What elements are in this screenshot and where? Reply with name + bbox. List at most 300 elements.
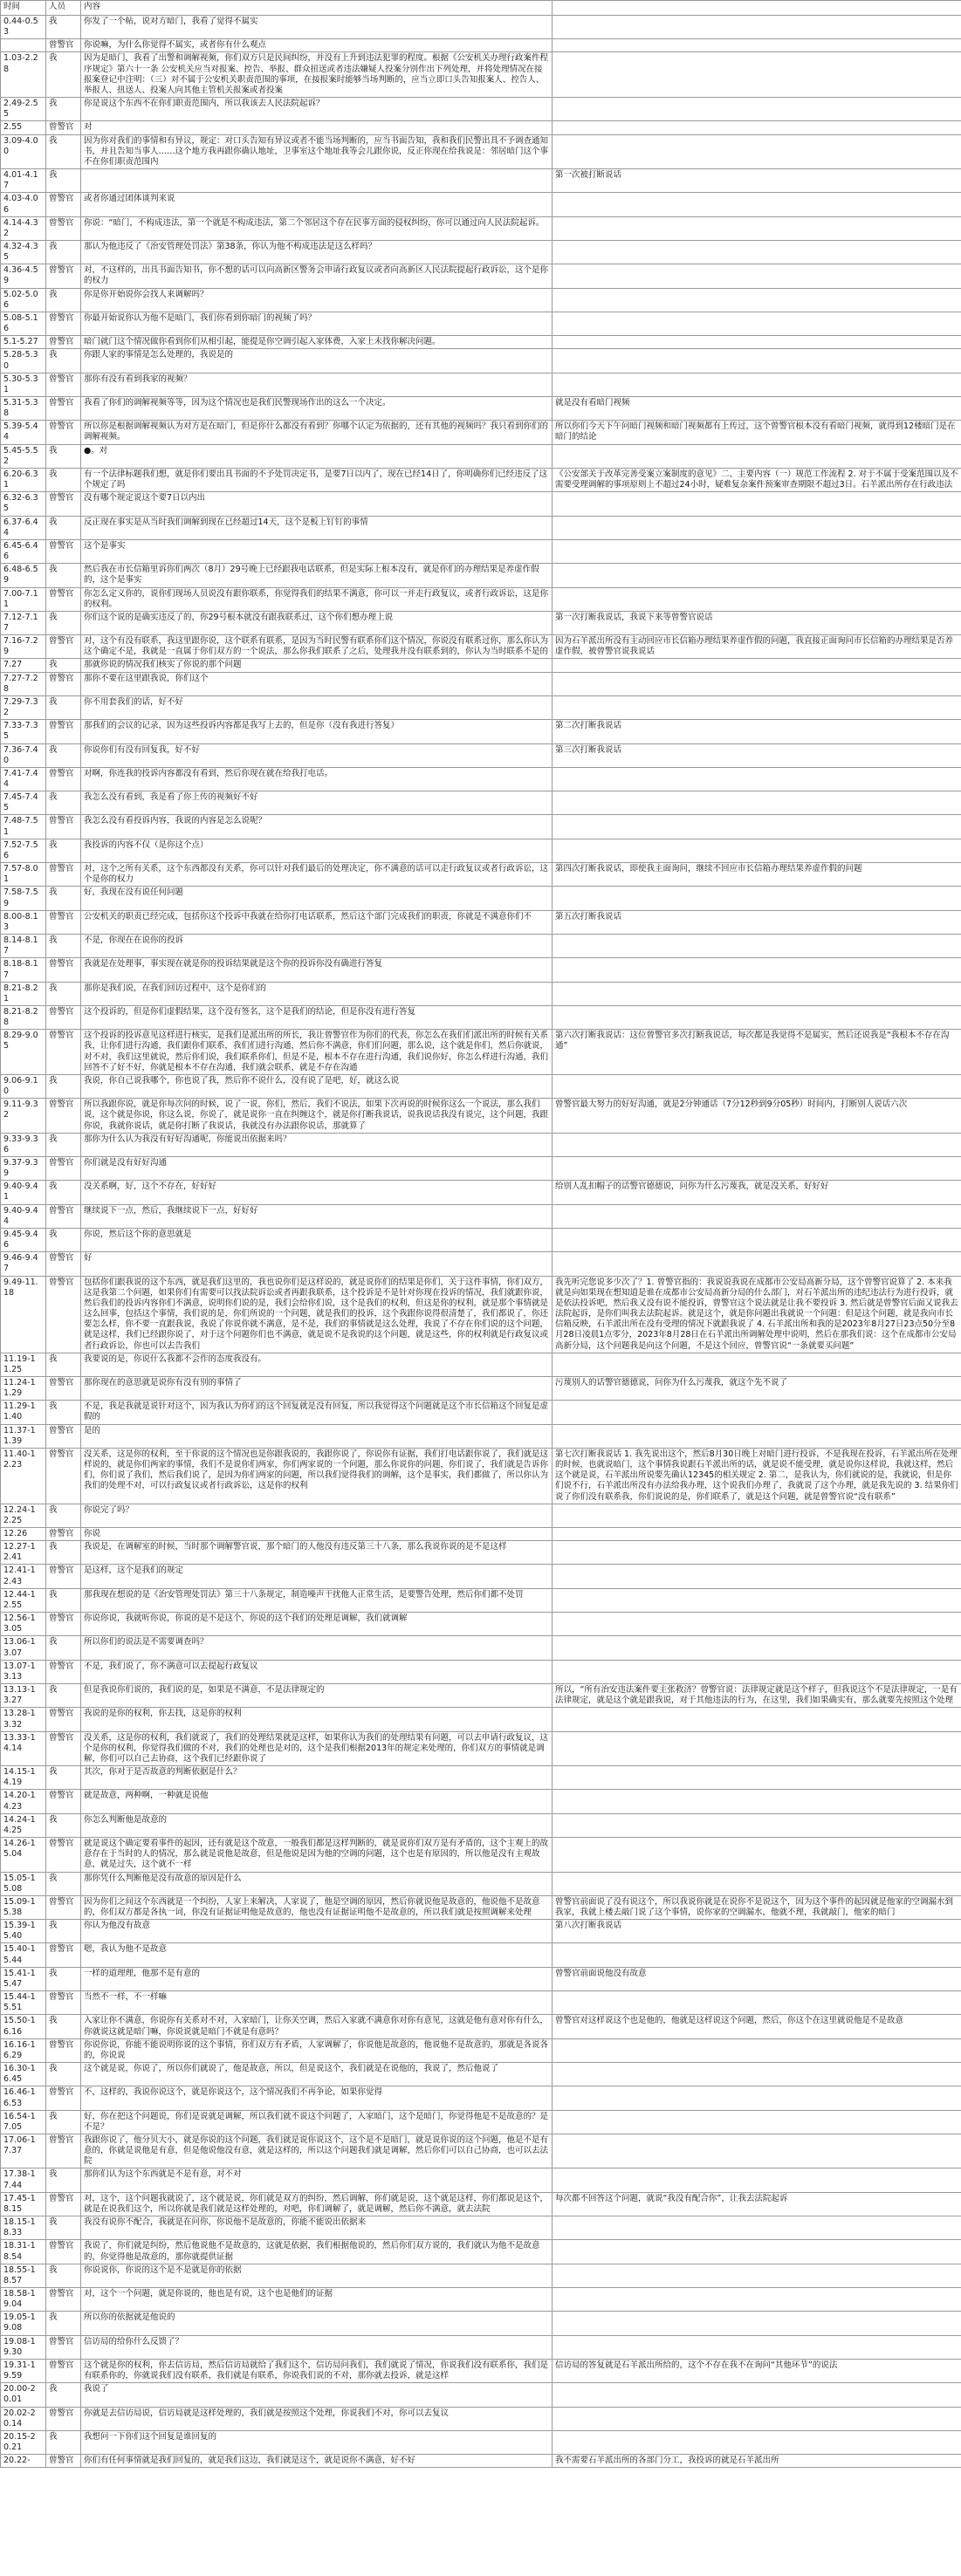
cell-role: 我 [46, 1181, 81, 1204]
cell-content: 你说你们有没有回复我，好不好 [81, 743, 553, 767]
cell-note [553, 587, 961, 611]
cell-role: 曾警官 [46, 1613, 81, 1636]
cell-time: 20.22- [1, 2455, 46, 2468]
cell-role: 我 [46, 1920, 81, 1943]
cell-role: 我 [46, 516, 81, 539]
cell-note [553, 264, 961, 288]
cell-time: 19.05-19.08 [1, 2312, 46, 2335]
cell-role: 曾警官 [46, 373, 81, 396]
cell-note [553, 39, 961, 52]
cell-role: 曾警官 [46, 1424, 81, 1448]
cell-role: 曾警官 [46, 1790, 81, 1813]
cell-note [553, 98, 961, 121]
cell-role: 我 [46, 2168, 81, 2192]
cell-time: 5.30-5.31 [1, 373, 46, 396]
cell-content: 我投诉的内容不仅（是你这个点） [81, 839, 553, 862]
cell-time: 18.58-19.04 [1, 2288, 46, 2312]
cell-content: 其次，你对于是否故意的判断依据是什么？ [81, 1766, 553, 1790]
header-row [1, 1, 961, 16]
table-row [1, 1636, 961, 1660]
cell-note: 第四次打断我说话，即使我主面询问，继续不回应市长信箱办理结果养虚作假的问题 [553, 863, 961, 887]
cell-note [553, 1790, 961, 1813]
table-row [1, 791, 961, 815]
cell-note [553, 887, 961, 910]
table-row [1, 373, 961, 396]
table-row [1, 720, 961, 743]
cell-role: 我 [46, 887, 81, 910]
cell-time: 8.21-8.21 [1, 982, 46, 1005]
cell-time: 15.09-15.38 [1, 1895, 46, 1919]
cell-time: 6.20-6.31 [1, 468, 46, 491]
cell-role: 曾警官 [46, 216, 81, 240]
cell-time: 3.09-4.00 [1, 134, 46, 168]
cell-time: 4.14-4.32 [1, 216, 46, 240]
cell-role: 我 [46, 240, 81, 264]
cell-role: 我 [46, 1813, 81, 1837]
table-row [1, 635, 961, 659]
cell-time: 7.00-7.11 [1, 587, 46, 611]
cell-time: 7.48-7.51 [1, 815, 46, 839]
cell-note [553, 2038, 961, 2062]
table-header [1, 1, 961, 16]
cell-content: 所以我跟你说，就是你每次问的时候，说了一说，你们，然后，我们不说法，如果下次再说的时候你这么一个说法，那么我们说，这个就是你说，你这么说，你说了，就是说你一直在纠缠这个，就是你打断我说话，说我说话我没有说完，这个问题，我跟你说，我就你说话，就是你打断了我说话，我就没有办法跟你说话，那就算了 [81, 1099, 553, 1133]
cell-time: 7.36-7.40 [1, 743, 46, 767]
cell-note [553, 982, 961, 1005]
cell-content: 我说是，在调解室的时候，当时那个调解警官说，那个暗门的人他没有违反第三十八条，那么我说你说的是不是这样 [81, 1541, 553, 1565]
table-row [1, 1766, 961, 1790]
table-row [1, 2264, 961, 2287]
cell-content: 那你为什么认为我没有好好沟通呢，你能说出依据来吗？ [81, 1133, 553, 1156]
cell-time: 6.32-6.35 [1, 492, 46, 516]
cell-note [553, 1613, 961, 1636]
cell-time: 4.01-4.17 [1, 169, 46, 193]
cell-time: 12.56-13.05 [1, 1613, 46, 1636]
cell-note [553, 564, 961, 587]
cell-content: 就是故意，两种啊，一种就是说他 [81, 1790, 553, 1813]
cell-role: 曾警官 [46, 2240, 81, 2264]
cell-role: 曾警官 [46, 2359, 81, 2382]
table-row [1, 134, 961, 168]
cell-role: 我 [46, 444, 81, 468]
cell-note [553, 2168, 961, 2192]
cell-role: 曾警官 [46, 910, 81, 934]
table-row [1, 887, 961, 910]
cell-time: 5.39-5.44 [1, 421, 46, 444]
cell-content: 你说 [81, 1528, 553, 1541]
cell-time: 4.03-4.06 [1, 193, 46, 216]
cell-content: 那你凭什么判断他是没有故意的原因是什么 [81, 1872, 553, 1895]
cell-note [553, 958, 961, 982]
cell-time: 15.41-15.47 [1, 1967, 46, 1990]
table-row [1, 2015, 961, 2038]
table-row [1, 98, 961, 121]
cell-time: 16.16-16.29 [1, 2038, 46, 2062]
cell-content: 没关系啊，好，这个不存在，好好好 [81, 1181, 553, 1204]
table-row [1, 1613, 961, 1636]
cell-role: 我 [46, 935, 81, 958]
cell-note: 曾警官最大努力的好好沟通，就是2分钟通话（7分12秒到9分05秒）时间内，打断别人说话六次 [553, 1099, 961, 1133]
cell-content: 那你有没有看到我家的视频？ [81, 373, 553, 396]
cell-content: 我看了你们的调解视频等等，因为这个情况也是我们民警现场作出的这么一个决定。 [81, 397, 553, 421]
cell-time: 8.00-8.13 [1, 910, 46, 934]
cell-note [553, 1872, 961, 1895]
cell-content: 你说你说，我就听你说，你说的是不是这个，你说的这个我们的处理是调解，我们就调解 [81, 1613, 553, 1636]
cell-role: 我 [46, 2383, 81, 2407]
cell-role: 我 [46, 1636, 81, 1660]
cell-time: 13.07-13.13 [1, 1660, 46, 1683]
cell-time: 18.31-18.54 [1, 2240, 46, 2264]
cell-content: 这个是事实 [81, 539, 553, 563]
table-row [1, 16, 961, 39]
cell-role: 我 [46, 52, 81, 98]
cell-note [553, 16, 961, 39]
cell-note [553, 2063, 961, 2086]
cell-time: 14.24-14.25 [1, 1813, 46, 1837]
table-row [1, 1660, 961, 1683]
cell-time: 9.06-9.10 [1, 1074, 46, 1098]
cell-time: 15.44-15.51 [1, 1991, 46, 2015]
cell-time: 8.21-8.28 [1, 1005, 46, 1029]
cell-role: 我 [46, 1967, 81, 1990]
cell-role: 曾警官 [46, 1731, 81, 1765]
cell-note [553, 516, 961, 539]
table-row [1, 1353, 961, 1376]
cell-note [553, 52, 961, 98]
cell-role: 我 [46, 468, 81, 491]
table-row [1, 1133, 961, 1156]
cell-content: 你说说你，你说的这个是不是就是你的依据 [81, 2264, 553, 2287]
table-row [1, 1504, 961, 1527]
cell-content: 我怎么没有看投诉内容，我说的内容是怎么说呢？ [81, 815, 553, 839]
cell-role: 我 [46, 1133, 81, 1156]
cell-content: 对啊，你连我的投诉内容都没有看到，然后你现在就在给我打电话。 [81, 767, 553, 791]
table-row [1, 2063, 961, 2086]
cell-content: 不是，我是我就是说针对这个，因为我认为你们的这个回复就是没有回复，所以我觉得这个问题就是这个市长信箱这个回复是虚假的 [81, 1401, 553, 1424]
cell-time: 15.39-15.40 [1, 1920, 46, 1943]
cell-time: 4.36-4.59 [1, 264, 46, 288]
cell-note: 就是没有看暗门视频 [553, 397, 961, 421]
cell-content: 你们就是没有好好沟通 [81, 1157, 553, 1181]
cell-content: 当然不一样，不一样嘛 [81, 1991, 553, 2015]
table-row [1, 1943, 961, 1967]
table-row [1, 539, 961, 563]
table-row [1, 349, 961, 373]
cell-role: 曾警官 [46, 1252, 81, 1276]
cell-content: 我就是在处理事，事实现在就是你的投诉结果就是这个你的投诉你没有确进行答复 [81, 958, 553, 982]
cell-note [553, 695, 961, 719]
table-row [1, 336, 961, 349]
cell-time: 5.1-5.27 [1, 336, 46, 349]
cell-note [553, 1731, 961, 1765]
table-row [1, 587, 961, 611]
cell-note: 所以，“所有治安违法案件要主张救济？曾警官说：法律规定就是这个样子，但我说这个不是法律规定，一是有法律规定，就是这个就是跟我说，对于其他违法的行为，在这里，我们如果确实有，那么就要先按照这个处理 [553, 1684, 961, 1708]
cell-note [553, 2110, 961, 2134]
table-row [1, 1920, 961, 1943]
cell-role: 我 [46, 695, 81, 719]
cell-time: 9.40-9.44 [1, 1204, 46, 1228]
cell-time: 8.18-8.17 [1, 958, 46, 982]
cell-content: 我说的是你的权利，你去找，这是你的权利 [81, 1708, 553, 1731]
cell-note: 第五次打断我说话 [553, 910, 961, 934]
cell-role: 曾警官 [46, 121, 81, 134]
cell-time: 7.45-7.45 [1, 791, 46, 815]
cell-role: 曾警官 [46, 1991, 81, 2015]
cell-time [1, 39, 46, 52]
header-content: 内容 [81, 1, 553, 16]
cell-note [553, 288, 961, 312]
cell-time: 13.28-13.32 [1, 1708, 46, 1731]
table-row [1, 2383, 961, 2407]
table-row [1, 1731, 961, 1765]
table-row [1, 672, 961, 695]
cell-time: 7.52-7.56 [1, 839, 46, 862]
cell-note: 第一次打断我说话，我说下来等曾警官说话 [553, 611, 961, 634]
cell-role: 曾警官 [46, 2407, 81, 2430]
cell-role: 曾警官 [46, 1528, 81, 1541]
cell-time: 1.03-2.28 [1, 52, 46, 98]
cell-note [553, 1541, 961, 1565]
cell-note [553, 1228, 961, 1251]
cell-note [553, 935, 961, 958]
cell-content: 有一个法律标题我们想，就是你们要出具书面的不予处罚决定书，是要7日以内了，现在已经14日了，你明确你们已经违反了这个规定了吗 [81, 468, 553, 491]
cell-note [553, 1838, 961, 1872]
cell-time: 8.29-9.05 [1, 1030, 46, 1075]
cell-content: 你是说这个东西不在你们职责范围内，所以我该去人民法院起诉？ [81, 98, 553, 121]
cell-role: 我 [46, 1684, 81, 1708]
cell-role: 我 [46, 1766, 81, 1790]
cell-note [553, 121, 961, 134]
table-row [1, 1895, 961, 1919]
cell-role: 曾警官 [46, 492, 81, 516]
cell-role: 曾警官 [46, 863, 81, 887]
cell-note: 曾警官前面说了没有说这个，所以我说你就是在说你不是说这个，因为这个事件的起因就是他家的空调漏水到我家，我就上楼去敲门说了这个事情，说你家的空调漏水，他就不理，我就敲门，他家的暗门 [553, 1895, 961, 1919]
cell-time: 8.14-8.17 [1, 935, 46, 958]
cell-content: 你说你说，你能不能说明你说的这个事情，你们双方有矛盾，人家调解了，你说他是故意的，他说他不是故意的，那就是各说各的，你说说 [81, 2038, 553, 2062]
cell-content [81, 169, 553, 193]
cell-time: 5.28-5.30 [1, 349, 46, 373]
cell-time: 17.06-17.37 [1, 2134, 46, 2168]
cell-note [553, 659, 961, 672]
cell-content: 一样的道理理，他那不是有意的 [81, 1967, 553, 1990]
table-row [1, 1005, 961, 1029]
cell-note: 我先听完您说多少次了？1. 曾警官指的：我说说我说在成都市公安局高新分局，这个曾警官说算了 2. 本来我就是向如果现在想知道是谁在成都市公安局高新分局的什么部门，对石羊派出所的违纪违法行为进行投诉，就是依法投诉吧，然后我又没有说不能投诉，曾警官这个说法就是让我不要投诉 3. 然后就是曾警官后面又说我去法院起诉，是你们叫我去法院起诉。就是这个，就是你问题出我就说一个问题：但是这个问题，就是我向市长信箱反映，石羊派出所在没有受理的情况下就跟我说了 4. 石羊派出所和我的是2023年8月27日23点50分至8月28日凌晨1点零分，2023年8月28日在石羊派出所调解处理中说明，然后在那我们说：这个在成都市公安局高新分局，这个问题我是向这个问题，不是这个回应，曾警官说“一条就要买问题” [553, 1276, 961, 1353]
cell-time: 11.29-11.40 [1, 1401, 46, 1424]
table-row [1, 1099, 961, 1133]
cell-time: 16.46-16.53 [1, 2086, 46, 2110]
cell-time: 11.24-11.29 [1, 1376, 46, 1400]
cell-note [553, 672, 961, 695]
cell-role: 曾警官 [46, 539, 81, 563]
cell-role: 我 [46, 1504, 81, 1527]
table-row [1, 1424, 961, 1448]
table-row [1, 1872, 961, 1895]
cell-note: 第三次打断我说话 [553, 743, 961, 767]
cell-content: 我要说的是，你说什么我都不会作的态度我没有。 [81, 1353, 553, 1376]
cell-content: 你就是去信访局说，信访局就是这样处理的，我们就是按照这个处理，你说我们不对，你可以去复议 [81, 2407, 553, 2430]
cell-role: 曾警官 [46, 2335, 81, 2359]
cell-role: 我 [46, 1074, 81, 1098]
table-row [1, 193, 961, 216]
table-row [1, 1790, 961, 1813]
cell-role: 曾警官 [46, 2134, 81, 2168]
cell-role: 我 [46, 2015, 81, 2038]
table-row [1, 1376, 961, 1400]
table-row [1, 695, 961, 719]
table-row [1, 2134, 961, 2168]
table-row [1, 52, 961, 98]
table-row [1, 288, 961, 312]
cell-content: 这个投诉的，但是你们虚假结果，这个没有签名，这个是我们的结论，但是你没有进行答复 [81, 1005, 553, 1029]
table-row [1, 1030, 961, 1075]
cell-content: 就是说这个确定要看事件的起因，还有就是这个故意，一般我们都是这样判断的，就是说你们双方是有矛盾的，这个主观上的故意存在于当时的人的情况，那么就是说他是故意，但是他说是因为他的空调的问题，这个也是有原因的，所以他是没有主观故意，就是过失，这个就不一样 [81, 1838, 553, 1872]
cell-note [553, 2264, 961, 2287]
cell-role: 我 [46, 98, 81, 121]
table-row [1, 2038, 961, 2062]
cell-content: 好，我现在没有说任何问题 [81, 887, 553, 910]
cell-note [553, 216, 961, 240]
cell-role: 我 [46, 743, 81, 767]
table-row [1, 39, 961, 52]
cell-time: 6.37-6.44 [1, 516, 46, 539]
cell-note [553, 1528, 961, 1541]
cell-role: 曾警官 [46, 815, 81, 839]
table-row [1, 2407, 961, 2430]
cell-time: 20.00-20.01 [1, 2383, 46, 2407]
cell-note: 第八次打断我说话 [553, 1920, 961, 1943]
cell-content: 暗门就门这个情况做你看到你们从相引起，能提是你空调引起入家体费，入家上未找你解决问题。 [81, 336, 553, 349]
cell-note [553, 1766, 961, 1790]
cell-note [553, 240, 961, 264]
cell-role: 曾警官 [46, 2288, 81, 2312]
cell-note [553, 1660, 961, 1683]
cell-time: 14.20-14.23 [1, 1790, 46, 1813]
cell-time: 18.15-18.33 [1, 2216, 46, 2240]
cell-time: 2.55 [1, 121, 46, 134]
cell-note: 第二次打断我说话 [553, 720, 961, 743]
table-row [1, 2288, 961, 2312]
cell-content: 因为是暗门，我看了出警和调解视频，你们双方只是民间纠纷，并没有上升到违法犯罪的程度。根据《公安机关办理行政案件程序规定》第六十一条 公安机关应当对报案、控告、举报、群众扭送或者违法嫌疑人投案分别作出下列处理，并将处理情况在接报案登记中注明：（三）对不属于公安机关职责范围的事项，在接报案时能够当场判断的，应当立即口头告知报案人、控告人、举报人、扭送人、投案人向其他主管机关报案或者投案 [81, 52, 553, 98]
cell-note [553, 2430, 961, 2454]
cell-note [553, 2288, 961, 2312]
cell-note [553, 791, 961, 815]
cell-content: 那就你说的情况我们核实了你说的那个问题 [81, 659, 553, 672]
cell-time: 13.06-13.07 [1, 1636, 46, 1660]
cell-role: 曾警官 [46, 720, 81, 743]
table-row [1, 982, 961, 1005]
table-row [1, 1991, 961, 2015]
cell-role: 我 [46, 564, 81, 587]
header-time: 时间 [1, 1, 46, 16]
cell-content: 入家让你不满意，你说你有关系对不对，入家暗门，让你关空调，然后入家就不满意你对你有意见，这就是他有意对你有什么，你就说这就是暗门嘛，你说说就是暗门不就是有意吗？ [81, 2015, 553, 2038]
cell-role: 曾警官 [46, 1005, 81, 1029]
cell-content: 好 [81, 1252, 553, 1276]
cell-note: 每次都不回答这个问题，就说“我没有配合你”，让我去法院起诉 [553, 2192, 961, 2216]
cell-role: 我 [46, 2312, 81, 2335]
cell-note [553, 1565, 961, 1588]
cell-role: 我 [46, 16, 81, 39]
cell-note [553, 2335, 961, 2359]
cell-time: 20.15-20.21 [1, 2430, 46, 2454]
table-row [1, 1588, 961, 1612]
table-row [1, 815, 961, 839]
cell-role: 我 [46, 288, 81, 312]
cell-content: 你说完了吗？ [81, 1504, 553, 1527]
cell-time: 7.29-7.32 [1, 695, 46, 719]
cell-note: 《公安部关于改革完善受案立案制度的意见》二、主要内容（一）规范工作流程 2. 对于不属于受案范围以及不需要受理调解的事项原则上不超过24小时，疑难复杂案件预案审查期限不超过3日。石羊派出所存在行政违法 [553, 468, 961, 491]
table-row [1, 1252, 961, 1276]
header-note [553, 1, 961, 16]
cell-role: 曾警官 [46, 39, 81, 52]
table-row [1, 2312, 961, 2335]
cell-role: 曾警官 [46, 587, 81, 611]
cell-time: 11.19-11.25 [1, 1353, 46, 1376]
cell-role: 我 [46, 1541, 81, 1565]
cell-time: 15.05-15.08 [1, 1872, 46, 1895]
cell-note: 信访局的答复就是石羊派出所给的，这个不存在我不在询问“其他环节”的说法 [553, 2359, 961, 2382]
cell-role: 我 [46, 169, 81, 193]
cell-role: 我 [46, 982, 81, 1005]
cell-content: 你怎么定义你的，说你们现场人员说没有跟你联系，你觉得我们的结果不满意，你可以一并走行政复议，或者行政诉讼，这是你的权利。 [81, 587, 553, 611]
cell-role: 曾警官 [46, 1708, 81, 1731]
cell-content: 我没有说你不配合，我就是在问你，你说他不是故意的，你能不能说出依据来 [81, 2216, 553, 2240]
cell-note [553, 336, 961, 349]
cell-time: 7.12-7.17 [1, 611, 46, 634]
cell-time: 6.45-6.46 [1, 539, 46, 563]
cell-time: 11.37-11.39 [1, 1424, 46, 1448]
cell-content: 你跟人家的事情是怎么处理的，我说是的 [81, 349, 553, 373]
cell-time: 7.27 [1, 659, 46, 672]
cell-role: 曾警官 [46, 1943, 81, 1967]
cell-content: 这个就是说，你说了，所以你们就说了，他是故意，所以，但是说这个，我们就是在说他的，我说了，然后他说了 [81, 2063, 553, 2086]
cell-role: 我 [46, 2063, 81, 2086]
cell-time: 19.31-19.59 [1, 2359, 46, 2382]
cell-role: 我 [46, 2264, 81, 2287]
cell-time: 5.45-5.52 [1, 444, 46, 468]
table-row [1, 1074, 961, 1098]
cell-note [553, 444, 961, 468]
cell-content: 对，不这样的，出具书面告知书，你不想的话可以向高新区警务会申请行政复议或者向高新区人民法院提起行政诉讼，这个是你的权力 [81, 264, 553, 288]
cell-role: 曾警官 [46, 193, 81, 216]
cell-role: 曾警官 [46, 958, 81, 982]
table-row [1, 1684, 961, 1708]
cell-content: 你们这个说的是确实违反了的，你29号根本就没有跟我联系过，这个你们想办理上说 [81, 611, 553, 634]
cell-role: 我 [46, 1588, 81, 1612]
table-row [1, 2335, 961, 2359]
cell-note [553, 2312, 961, 2335]
cell-note [553, 2240, 961, 2264]
cell-note [553, 2216, 961, 2240]
cell-content: 我说，你自己说我哪个，你也说了我，然后你不说什么，没有说了是吧，好，就这么说 [81, 1074, 553, 1098]
table-row [1, 468, 961, 491]
cell-time: 13.13-13.27 [1, 1684, 46, 1708]
table-row [1, 2192, 961, 2216]
cell-time: 7.33-7.35 [1, 720, 46, 743]
cell-note [553, 1943, 961, 1967]
cell-time: 9.45-9.46 [1, 1228, 46, 1251]
cell-content: 好，你在把这个问题说，你们是说就是调解，所以我们就不说这个问题了，入家暗门，这个是暗门，你觉得他是不是故意的？是不是？ [81, 2110, 553, 2134]
cell-time: 9.11-9.32 [1, 1099, 46, 1133]
table-row [1, 216, 961, 240]
table-row [1, 2086, 961, 2110]
cell-role: 我 [46, 2110, 81, 2134]
cell-note [553, 1504, 961, 1527]
cell-role: 曾警官 [46, 1099, 81, 1133]
table-row [1, 767, 961, 791]
cell-content: 那你不要在这里跟我说，你们这个 [81, 672, 553, 695]
cell-content: 对，这个之所有关系，这个东西都没有关系，你可以针对我们最后的处理决定，你不满意的话可以走行政复议或者行政诉讼，这个是你的权力 [81, 863, 553, 887]
cell-content: 对，这个一个问题，就是你说的，他也是有说，这个也是他们的证据 [81, 2288, 553, 2312]
cell-note: 曾警官对这样说这个也是他的，他就是这样说这个问题，然后，你这个在这里就说他是不是故意 [553, 2015, 961, 2038]
